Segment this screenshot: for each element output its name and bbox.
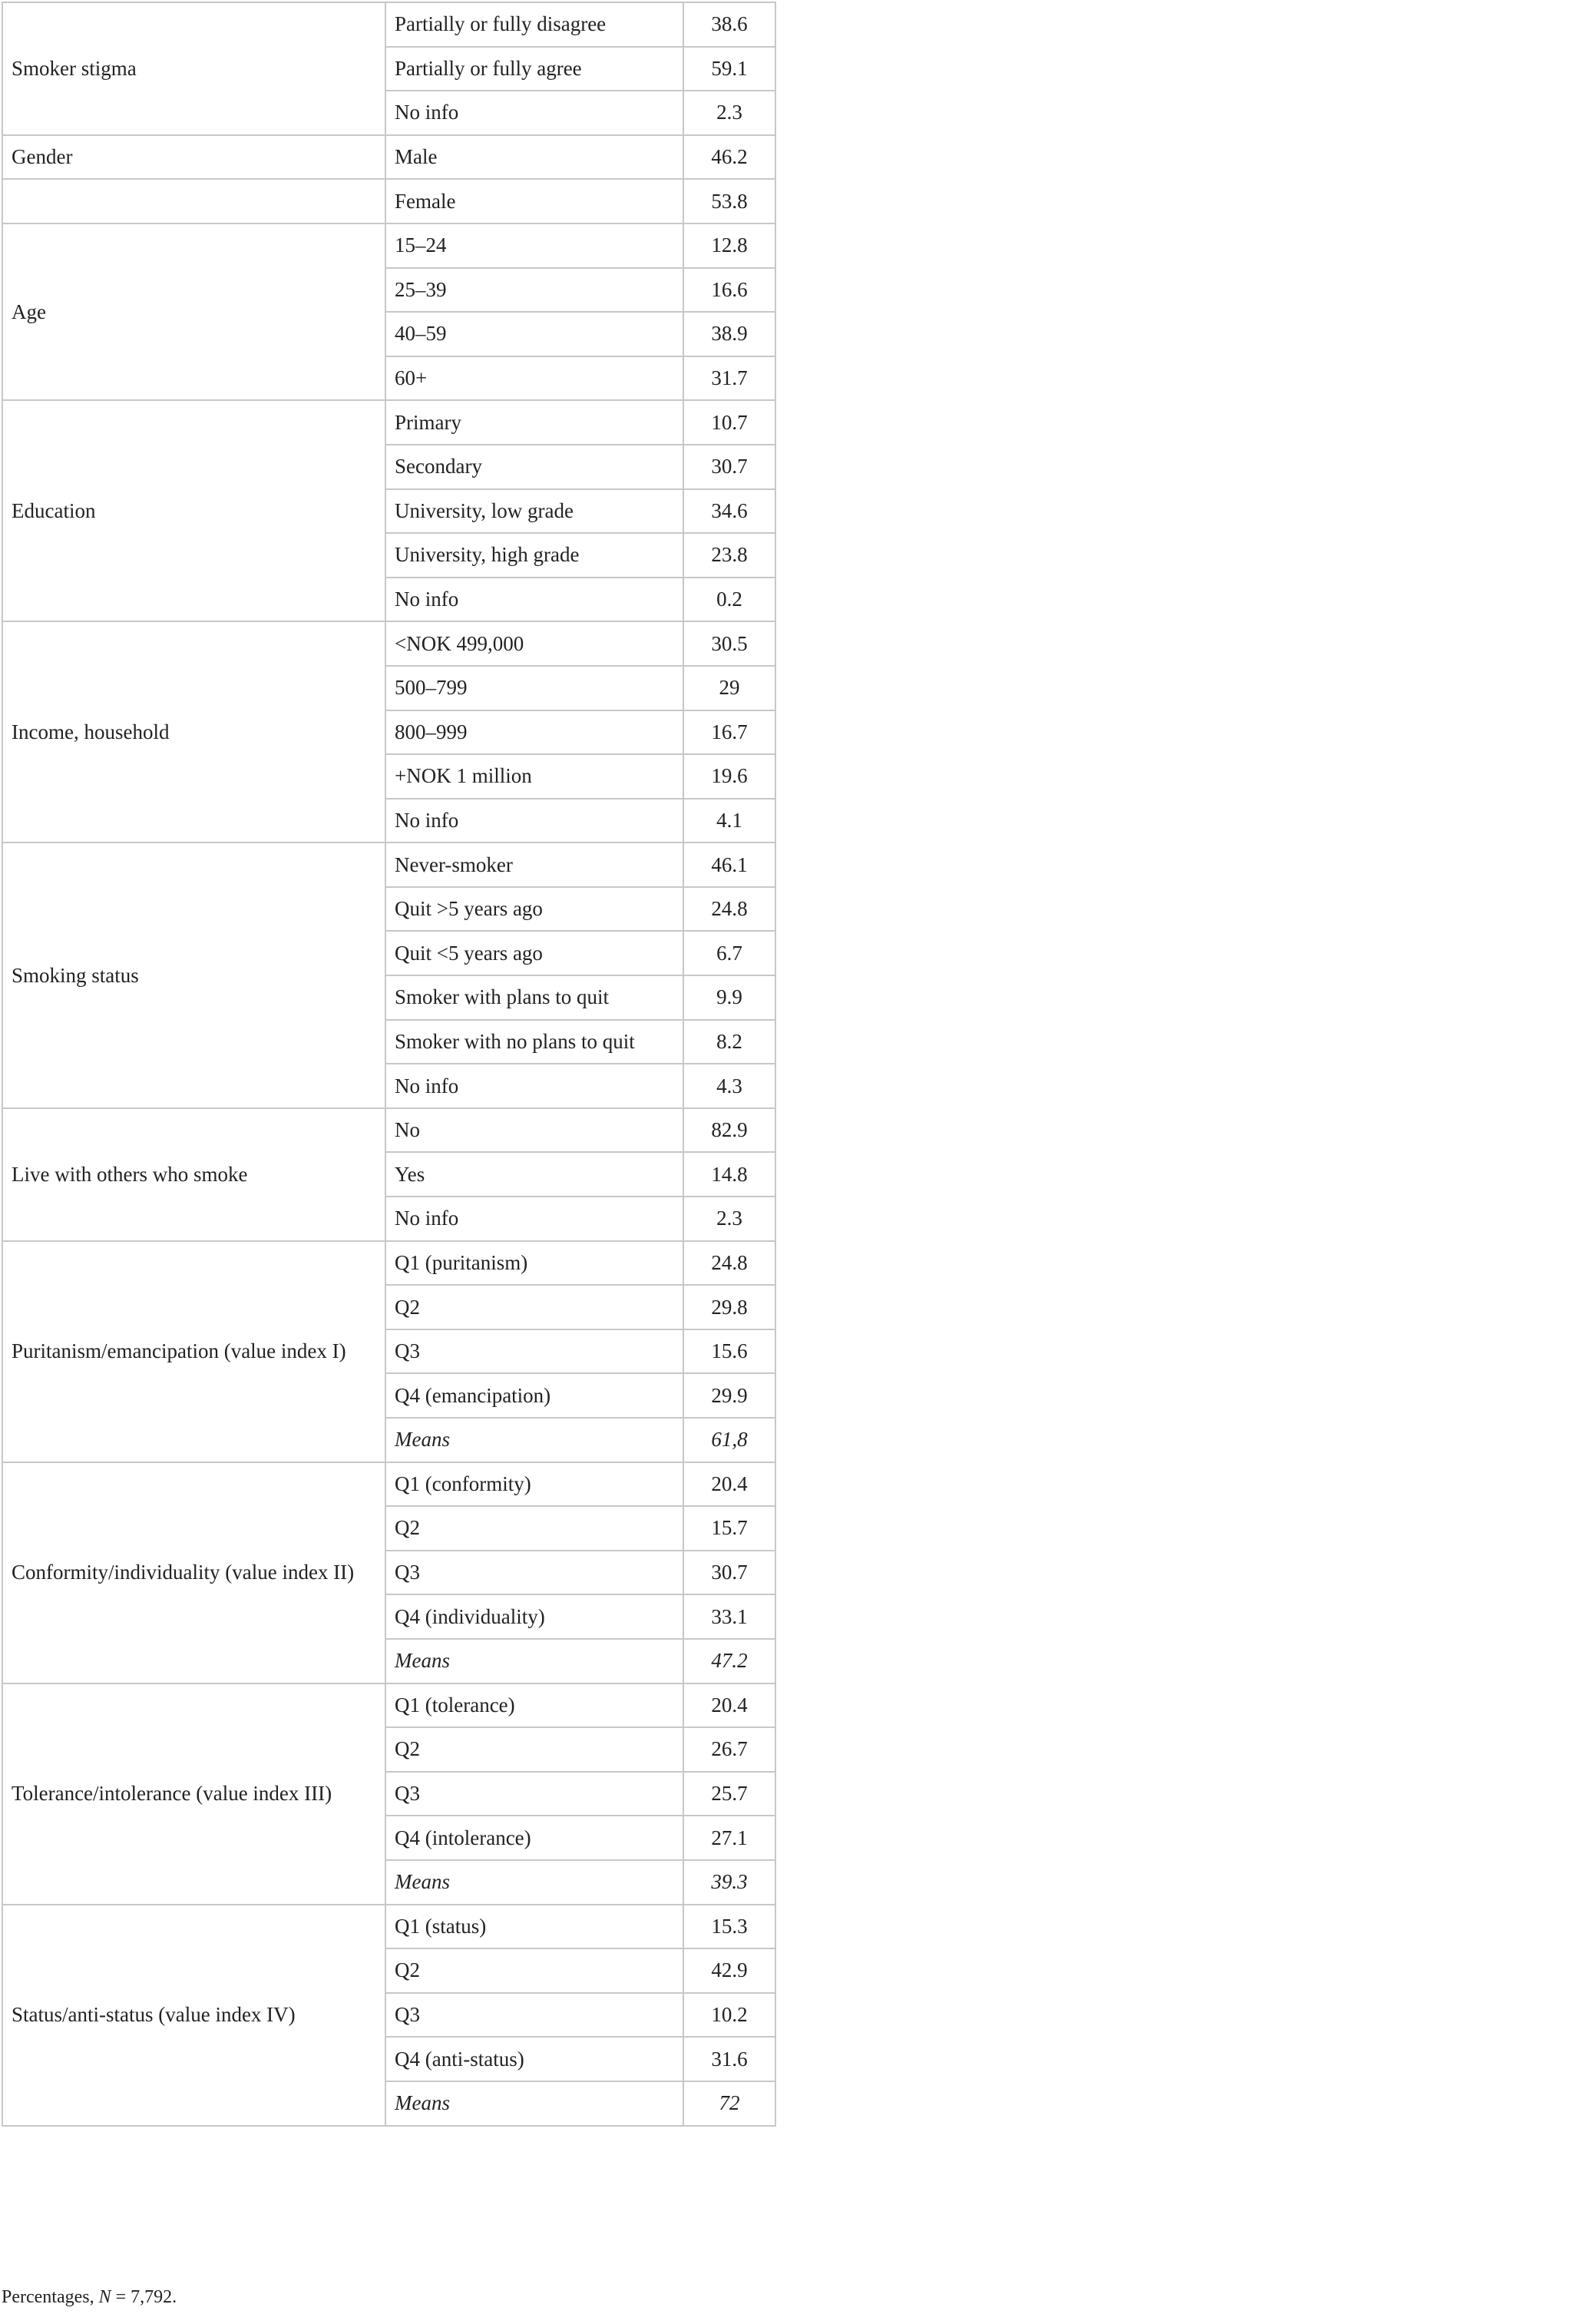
percentage-cell: 2.3 xyxy=(683,1197,775,1241)
percentage-cell: 61,8 xyxy=(683,1418,775,1462)
subcategory-cell: No info xyxy=(385,91,683,135)
percentage-cell: 30.7 xyxy=(683,445,775,489)
subcategory-cell: Means xyxy=(385,1860,683,1905)
category-cell: Puritanism/emancipation (value index I) xyxy=(2,1241,385,1462)
percentage-cell: 82.9 xyxy=(683,1108,775,1153)
table-row xyxy=(2,2,775,47)
category-cell: Status/anti-status (value index IV) xyxy=(2,1905,385,2126)
percentage-cell: 33.1 xyxy=(683,1594,775,1639)
category-cell: Age xyxy=(2,223,385,400)
table-row xyxy=(2,1108,775,1153)
percentage-cell: 24.8 xyxy=(683,887,775,932)
subcategory-cell: No info xyxy=(385,578,683,622)
percentage-cell: 53.8 xyxy=(683,179,775,223)
subcategory-cell: University, low grade xyxy=(385,489,683,534)
subcategory-cell: 500–799 xyxy=(385,666,683,710)
subcategory-cell: Primary xyxy=(385,400,683,445)
percentage-cell: 30.5 xyxy=(683,621,775,666)
percentage-cell: 38.6 xyxy=(683,2,775,47)
percentage-cell: 25.7 xyxy=(683,1772,775,1816)
percentage-cell: 42.9 xyxy=(683,1948,775,1993)
subcategory-cell: Q4 (emancipation) xyxy=(385,1373,683,1418)
subcategory-cell: Smoker with plans to quit xyxy=(385,975,683,1020)
percentage-cell: 12.8 xyxy=(683,223,775,268)
percentage-cell: 6.7 xyxy=(683,931,775,975)
percentage-cell: 4.1 xyxy=(683,799,775,843)
percentage-cell: 10.2 xyxy=(683,1993,775,2038)
percentage-cell: 10.7 xyxy=(683,400,775,445)
percentage-cell: 19.6 xyxy=(683,754,775,799)
table-row xyxy=(2,223,775,268)
percentage-cell: 16.6 xyxy=(683,268,775,313)
subcategory-cell: Quit >5 years ago xyxy=(385,887,683,932)
category-cell: Education xyxy=(2,400,385,621)
subcategory-cell: 40–59 xyxy=(385,312,683,356)
subcategory-cell: 60+ xyxy=(385,356,683,401)
table-row xyxy=(2,1905,775,1949)
subcategory-cell: Yes xyxy=(385,1152,683,1197)
percentage-cell: 15.3 xyxy=(683,1905,775,1949)
subcategory-cell: Smoker with no plans to quit xyxy=(385,1020,683,1064)
subcategory-cell: No info xyxy=(385,1064,683,1108)
percentage-cell: 29.8 xyxy=(683,1285,775,1329)
subcategory-cell: University, high grade xyxy=(385,533,683,578)
percentage-cell: 29.9 xyxy=(683,1373,775,1418)
percentage-cell: 20.4 xyxy=(683,1683,775,1728)
percentage-cell: 14.8 xyxy=(683,1152,775,1197)
subcategory-cell: Male xyxy=(385,135,683,180)
percentage-cell: 9.9 xyxy=(683,975,775,1020)
percentage-cell: 31.6 xyxy=(683,2037,775,2081)
category-cell: Smoking status xyxy=(2,843,385,1108)
category-cell: Smoker stigma xyxy=(2,2,385,135)
subcategory-cell: Means xyxy=(385,2081,683,2126)
demographics-table xyxy=(2,2,776,2127)
percentage-cell: 15.7 xyxy=(683,1506,775,1551)
subcategory-cell: Partially or fully agree xyxy=(385,47,683,91)
subcategory-cell: Q4 (anti-status) xyxy=(385,2037,683,2081)
percentage-cell: 47.2 xyxy=(683,1639,775,1683)
subcategory-cell: Q1 (conformity) xyxy=(385,1462,683,1507)
table-row xyxy=(2,400,775,445)
percentage-cell: 39.3 xyxy=(683,1860,775,1905)
table-body xyxy=(2,2,775,2126)
subcategory-cell: Q1 (tolerance) xyxy=(385,1683,683,1728)
table-row xyxy=(2,179,775,223)
subcategory-cell: Q4 (individuality) xyxy=(385,1594,683,1639)
percentage-cell: 30.7 xyxy=(683,1551,775,1595)
percentage-cell: 24.8 xyxy=(683,1241,775,1286)
subcategory-cell: Q3 xyxy=(385,1551,683,1595)
subcategory-cell: 25–39 xyxy=(385,268,683,313)
percentage-cell: 46.1 xyxy=(683,843,775,887)
subcategory-cell: Q2 xyxy=(385,1285,683,1329)
percentage-cell: 2.3 xyxy=(683,91,775,135)
table-row xyxy=(2,135,775,180)
subcategory-cell: Q3 xyxy=(385,1772,683,1816)
percentage-cell: 0.2 xyxy=(683,578,775,622)
category-cell: Gender xyxy=(2,135,385,180)
percentage-cell: 27.1 xyxy=(683,1816,775,1860)
subcategory-cell: Q1 (puritanism) xyxy=(385,1241,683,1286)
percentage-cell: 15.6 xyxy=(683,1329,775,1374)
subcategory-cell: Q1 (status) xyxy=(385,1905,683,1949)
percentage-cell: 20.4 xyxy=(683,1462,775,1507)
subcategory-cell: 15–24 xyxy=(385,223,683,268)
percentage-cell: 8.2 xyxy=(683,1020,775,1064)
percentage-cell: 59.1 xyxy=(683,47,775,91)
category-cell xyxy=(2,179,385,223)
category-cell: Tolerance/intolerance (value index III) xyxy=(2,1683,385,1905)
subcategory-cell: Q3 xyxy=(385,1993,683,2038)
percentage-cell: 16.7 xyxy=(683,710,775,755)
subcategory-cell: Female xyxy=(385,179,683,223)
subcategory-cell: No xyxy=(385,1108,683,1153)
percentage-cell: 46.2 xyxy=(683,135,775,180)
table-footnote xyxy=(2,2287,177,2308)
percentage-cell: 31.7 xyxy=(683,356,775,401)
table-row xyxy=(2,621,775,666)
subcategory-cell: Q2 xyxy=(385,1727,683,1772)
table-row xyxy=(2,1462,775,1507)
footnote-n-value: = 7,792. xyxy=(111,2287,177,2307)
percentage-cell: 29 xyxy=(683,666,775,710)
subcategory-cell: +NOK 1 million xyxy=(385,754,683,799)
percentage-cell: 23.8 xyxy=(683,533,775,578)
subcategory-cell: Secondary xyxy=(385,445,683,489)
table-row xyxy=(2,1683,775,1728)
subcategory-cell: Means xyxy=(385,1418,683,1462)
subcategory-cell: 800–999 xyxy=(385,710,683,755)
subcategory-cell: Never-smoker xyxy=(385,843,683,887)
footnote-prefix: Percentages, xyxy=(2,2287,99,2307)
table-row xyxy=(2,843,775,887)
subcategory-cell: Q3 xyxy=(385,1329,683,1374)
subcategory-cell: Q2 xyxy=(385,1948,683,1993)
category-cell: Live with others who smoke xyxy=(2,1108,385,1241)
percentage-cell: 38.9 xyxy=(683,312,775,356)
subcategory-cell: Q4 (intolerance) xyxy=(385,1816,683,1860)
percentage-cell: 4.3 xyxy=(683,1064,775,1108)
footnote-n-symbol: N xyxy=(98,2287,111,2307)
percentage-cell: 34.6 xyxy=(683,489,775,534)
subcategory-cell: Means xyxy=(385,1639,683,1683)
subcategory-cell: Partially or fully disagree xyxy=(385,2,683,47)
subcategory-cell: <NOK 499,000 xyxy=(385,621,683,666)
subcategory-cell: Quit <5 years ago xyxy=(385,931,683,975)
subcategory-cell: No info xyxy=(385,799,683,843)
subcategory-cell: No info xyxy=(385,1197,683,1241)
table-row xyxy=(2,1241,775,1286)
percentage-cell: 26.7 xyxy=(683,1727,775,1772)
category-cell: Conformity/individuality (value index II) xyxy=(2,1462,385,1683)
subcategory-cell: Q2 xyxy=(385,1506,683,1551)
category-cell: Income, household xyxy=(2,621,385,843)
percentage-cell: 72 xyxy=(683,2081,775,2126)
